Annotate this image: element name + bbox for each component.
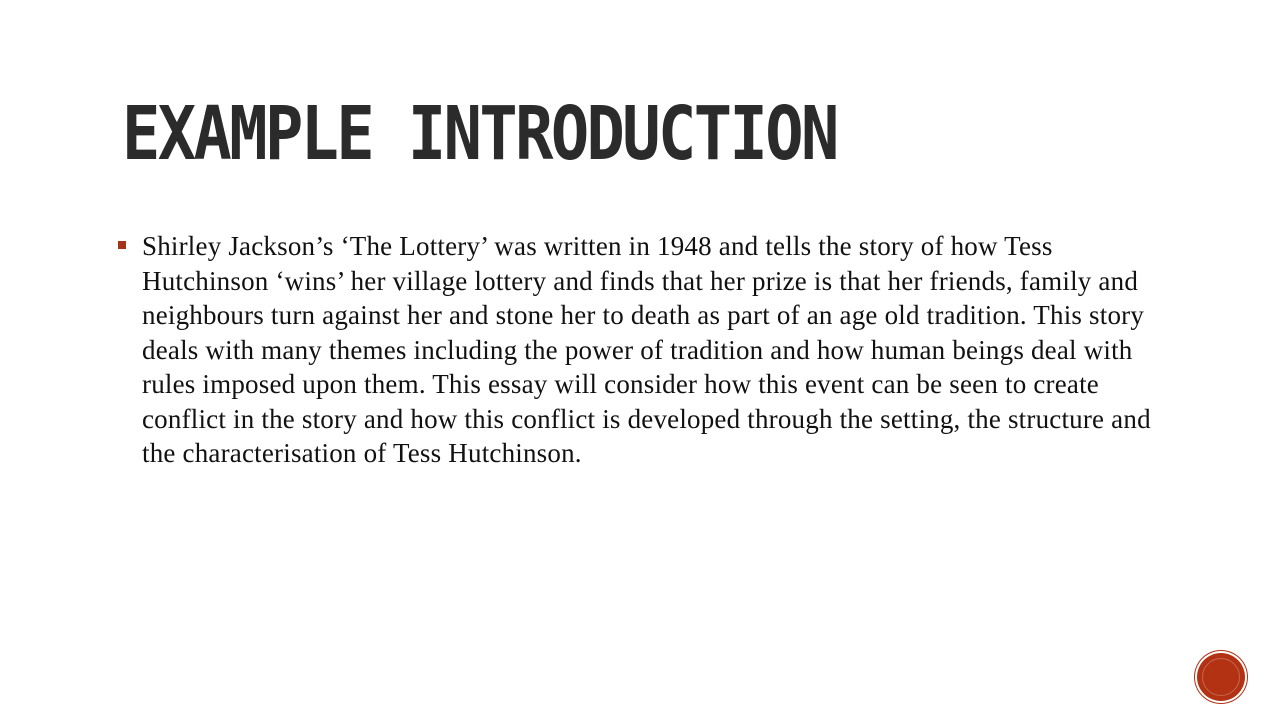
- square-bullet-icon: [118, 241, 126, 249]
- bullet-list: [118, 229, 1178, 471]
- nav-button-ring: [1202, 658, 1240, 696]
- circle-nav-button-icon[interactable]: [1197, 653, 1245, 701]
- bullet-item: [118, 229, 1178, 471]
- slide-title: EXAMPLE INTRODUCTION: [122, 91, 837, 177]
- bullet-text: Shirley Jackson’s ‘The Lottery’ was written in 1948 and tells the story of how Tess Hutchinson ‘wins’ her village lottery and finds that her prize is that her friends, family and neighbours turn against her and stone her to death as part of an age old tradition. This story deals with many themes including the power of tradition and how human beings deal with rules imposed upon them. This essay will consider how this event can be seen to create conflict in the story and how this conflict is developed through the setting, the structure and the characterisation of Tess Hutchinson.: [142, 231, 1151, 468]
